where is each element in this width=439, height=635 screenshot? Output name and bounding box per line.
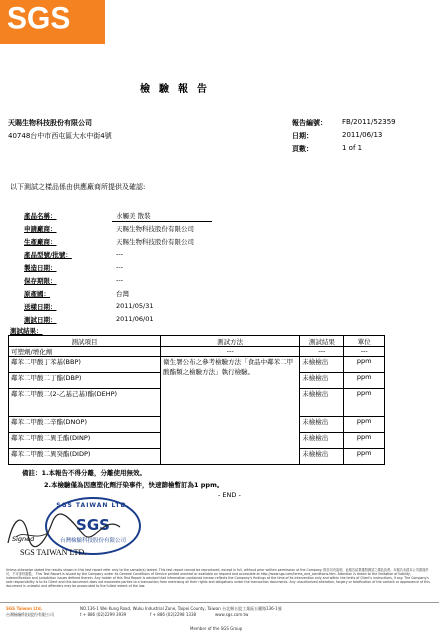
footer-divider	[0, 602, 439, 603]
intro-text: 以下測試之樣品係由供應廠商所提供及確認:	[10, 183, 146, 191]
legal-fine-print: Unless otherwise stated the results shown in this test report refer only to the sample(s) tested. This test report cannot be reproduced, except in full, without prior written permission of the Company. 除非另有說明，此報告結果僅對測試之樣品負責。本報告未經本公司書面許可，不可部份複製。 This Test Report is issued by the Company under its General Conditions of Service printed overleaf or available on request and accessible at http://www.sgs.com/terms_and_conditions.htm. Attention is drawn to the limitation of liability, indemnification and jurisdiction issues defined therein. Any holder of this Test Report is advised that information contained hereon reflects the Company's findings at the time of its intervention only and within the limits of Client's instructions, if any. The Company's sole responsibility is to its Client and this document does not exonerate parties to a transaction from exercising all their rights and obligations under the transaction documents. Any unauthorized alteration, forgery or falsification of the content or appearance of this document is unlawful and offenders may be prosecuted to the fullest extent of the law.	[6, 568, 430, 588]
report-page-label: 頁數：	[292, 145, 313, 153]
sample-label: 保存期限：	[24, 277, 57, 285]
cell-result: 未檢檢出	[300, 389, 344, 417]
cell-unit: ppm	[344, 373, 385, 389]
note-2: 2.本檢驗僅為因應塑化劑汙染事件，快速篩檢暫訂為1 ppm。	[44, 481, 224, 489]
client-name: 天賜生物科技股份有限公司	[8, 119, 92, 127]
sample-value: 水觸美 散裝	[116, 212, 151, 220]
stamp-top-text: SGS TAIWAN LTD.	[56, 502, 130, 509]
sample-value: ---	[116, 276, 124, 284]
sample-label: 測試日期：	[24, 316, 57, 324]
sample-value: 台灣	[116, 290, 129, 298]
cell-result: 未檢檢出	[300, 357, 344, 373]
cell-unit: ppm	[344, 357, 385, 373]
footer-web: www.sgs.com.tw	[215, 612, 249, 617]
sgs-logo-text: SGS	[7, 1, 71, 36]
sample-value: 2011/05/31	[116, 302, 154, 310]
cell-result: 未檢檢出	[300, 417, 344, 433]
cell-unit: ppm	[344, 417, 385, 433]
stamp-bottom-text: 台灣檢驗科技股份有限公司	[59, 538, 126, 544]
cell-unit: ppm	[344, 449, 385, 465]
signature	[4, 505, 124, 550]
sample-label: 申請廠商：	[24, 225, 57, 233]
cell-item: 鄰苯二甲酸二異壬酯(DINP)	[9, 433, 161, 449]
stamp-logo-text: SGS	[76, 516, 110, 534]
report-page-value: 1 of 1	[342, 144, 363, 152]
table-row	[9, 357, 385, 373]
signed-label: Signed	[12, 535, 35, 543]
col-header-result: 測試結果	[300, 336, 344, 347]
page-title: 檢驗報告	[140, 84, 216, 95]
report-date-value: 2011/06/13	[342, 131, 383, 139]
report-no-label: 報告編號：	[292, 119, 327, 127]
cell-item: 鄰苯二甲酸二(2-乙基己基)酯(DEHP)	[9, 389, 161, 417]
cell-unit: ---	[344, 347, 385, 357]
cell-result: ---	[300, 347, 344, 357]
footer-address: NO.136-1 Wei Kung Road, Wuku Industrial Zone, Taipei County, Taiwan 台北縣五股工業區五權路136-1號	[80, 606, 282, 611]
sample-label: 原產國：	[24, 290, 50, 298]
col-header-unit: 單位	[344, 336, 385, 347]
cell-item: 鄰苯二甲酸二辛酯(DNOP)	[9, 417, 161, 433]
sample-value: 天賜生物科技股份有限公司	[116, 225, 194, 233]
end-mark: - END -	[218, 491, 241, 499]
sample-label: 產品型號/批號：	[24, 251, 72, 259]
sample-value: 天賜生物科技股份有限公司	[116, 238, 194, 246]
cell-unit: ppm	[344, 433, 385, 449]
results-heading: 測試結果：	[10, 327, 43, 335]
footer-phone: t + 886 (02)2299 3939	[80, 612, 127, 617]
cell-method: ---	[161, 347, 300, 357]
report-date-label: 日期：	[292, 132, 313, 140]
sample-label: 送樣日期：	[24, 303, 57, 311]
sample-label: 產品名稱：	[24, 212, 57, 220]
divider	[112, 221, 212, 222]
cell-result: 未檢檢出	[300, 433, 344, 449]
table-header-row	[9, 336, 385, 347]
results-table	[8, 335, 385, 465]
client-address: 40748台中市西屯區大水中街4號	[8, 132, 112, 140]
sample-value: ---	[116, 250, 124, 258]
cell-result: 未檢檢出	[300, 449, 344, 465]
sample-label: 製造日期：	[24, 264, 57, 272]
footer-company-en: SGS Taiwan Ltd.	[6, 606, 43, 611]
cell-result: 未檢檢出	[300, 373, 344, 389]
sample-value: 2011/06/01	[116, 315, 154, 323]
col-header-item: 測試項目	[9, 336, 161, 347]
footer-fax: f + 886 (02)2298 1338	[150, 612, 197, 617]
cell-item: 鄰苯二甲酸二丁酯(DBP)	[9, 373, 161, 389]
report-no-value: FB/2011/52359	[342, 118, 396, 126]
col-header-method: 測試方法	[161, 336, 300, 347]
cell-unit: ppm	[344, 389, 385, 417]
cell-item: 鄰苯二甲酸丁苯基(BBP)	[9, 357, 161, 373]
sample-label: 生產廠商：	[24, 238, 57, 246]
signature-name: SGS TAIWAN LTD.	[20, 548, 87, 557]
cell-method: 衛生署公布之參考檢驗方法「食品中鄰苯二甲酸酯類之檢驗方法」執行檢驗。	[161, 357, 300, 465]
footer-member: Member of the SGS Group	[190, 626, 243, 631]
footer-company-zh: 台灣檢驗科技股份有限公司	[6, 612, 54, 617]
sample-value: ---	[116, 263, 124, 271]
table-row	[9, 347, 385, 357]
cell-item: 鄰苯二甲酸二異癸酯(DIDP)	[9, 449, 161, 465]
cell-item: 可塑劑/增化劑	[9, 347, 161, 357]
note-1: 備註：1.本報告不得分離，分離使用無效。	[22, 469, 146, 477]
